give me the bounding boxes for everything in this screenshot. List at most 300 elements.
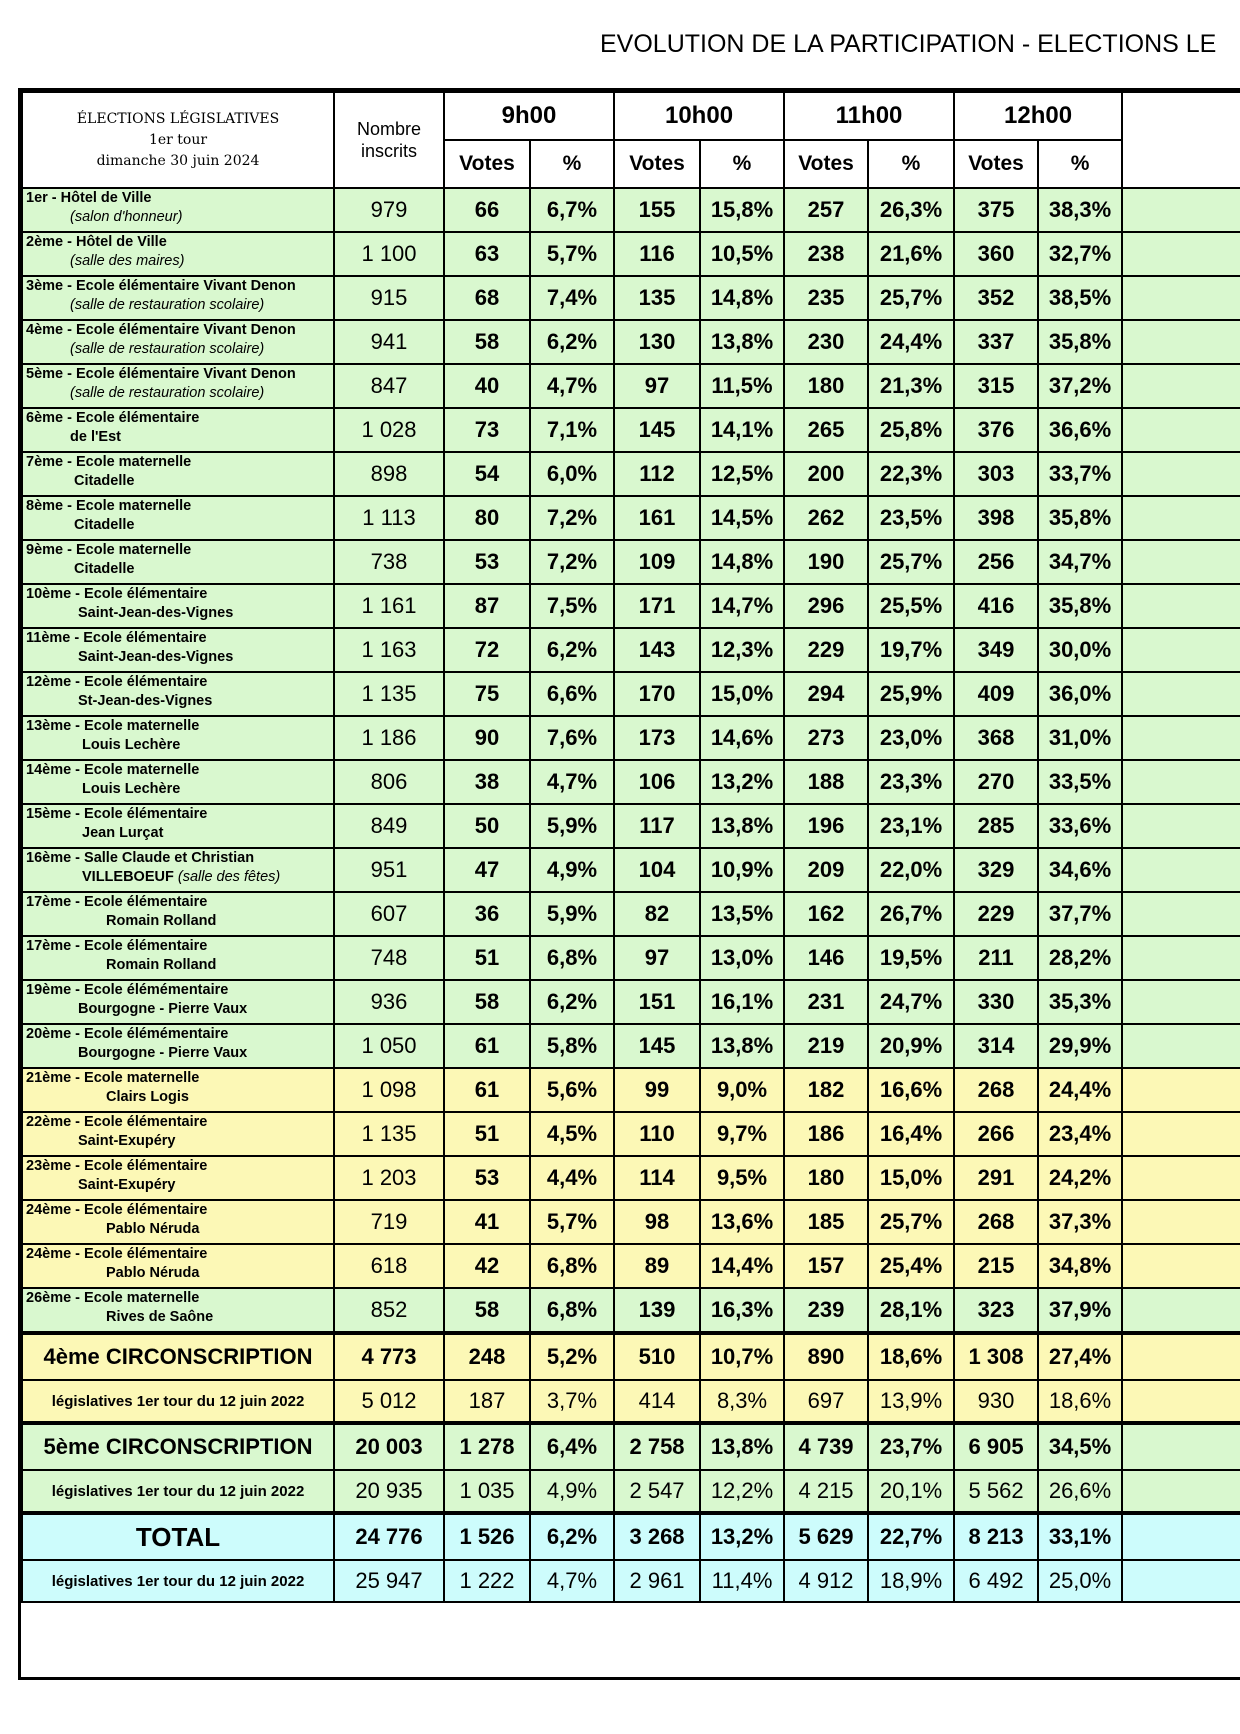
registered-count: 1 135 bbox=[334, 672, 444, 716]
percent-cell: 9,5% bbox=[700, 1156, 784, 1200]
percent-cell: 5,9% bbox=[530, 804, 614, 848]
percent-cell: 6,2% bbox=[530, 628, 614, 672]
percent-cell: 7,2% bbox=[530, 540, 614, 584]
votes-cell: 155 bbox=[614, 188, 700, 232]
polling-station-name bbox=[22, 672, 334, 716]
percent-cell: 7,2% bbox=[530, 496, 614, 540]
polling-station-name bbox=[22, 540, 334, 584]
cut-off-cell bbox=[1122, 1156, 1240, 1200]
summary-row bbox=[22, 1560, 1240, 1602]
percent-cell: 12,3% bbox=[700, 628, 784, 672]
votes-cell: 157 bbox=[784, 1244, 868, 1288]
table-row bbox=[22, 364, 1240, 408]
percent-cell: 33,7% bbox=[1038, 452, 1122, 496]
table-row bbox=[22, 892, 1240, 936]
percent-cell: 13,8% bbox=[700, 804, 784, 848]
summary-row bbox=[22, 1423, 1240, 1470]
votes-cell: 238 bbox=[784, 232, 868, 276]
votes-cell: 4 215 bbox=[784, 1470, 868, 1513]
votes-cell: 268 bbox=[954, 1200, 1038, 1244]
percent-cell: 35,8% bbox=[1038, 584, 1122, 628]
percent-cell: 14,7% bbox=[700, 584, 784, 628]
time-header-11h: 11h00 bbox=[784, 92, 954, 140]
registered-count: 1 203 bbox=[334, 1156, 444, 1200]
votes-cell: 51 bbox=[444, 936, 530, 980]
polling-station-label: 6ème - Ecole élémentaire bbox=[26, 410, 200, 426]
votes-cell: 235 bbox=[784, 276, 868, 320]
participation-table-container bbox=[18, 88, 1240, 1680]
polling-station-location: St-Jean-des-Vignes bbox=[78, 693, 213, 709]
cut-off-cell bbox=[1122, 1244, 1240, 1288]
polling-station-name bbox=[22, 364, 334, 408]
summary-row bbox=[22, 1333, 1240, 1380]
percent-cell: 13,6% bbox=[700, 1200, 784, 1244]
votes-cell: 186 bbox=[784, 1112, 868, 1156]
summary-row bbox=[22, 1513, 1240, 1560]
polling-station-name bbox=[22, 1068, 334, 1112]
votes-cell: 349 bbox=[954, 628, 1038, 672]
polling-station-label: 22ème - Ecole élémentaire bbox=[26, 1114, 208, 1130]
votes-cell: 303 bbox=[954, 452, 1038, 496]
registered-count: 849 bbox=[334, 804, 444, 848]
votes-cell: 51 bbox=[444, 1112, 530, 1156]
percent-cell: 6,7% bbox=[530, 188, 614, 232]
votes-cell: 180 bbox=[784, 364, 868, 408]
votes-cell: 215 bbox=[954, 1244, 1038, 1288]
percent-cell: 7,6% bbox=[530, 716, 614, 760]
percent-cell: 35,8% bbox=[1038, 320, 1122, 364]
registered-count: 936 bbox=[334, 980, 444, 1024]
votes-cell: 273 bbox=[784, 716, 868, 760]
table-row bbox=[22, 1068, 1240, 1112]
percent-cell: 22,7% bbox=[868, 1513, 954, 1560]
cut-off-column bbox=[1122, 92, 1240, 188]
table-row bbox=[22, 980, 1240, 1024]
registered-count: 1 100 bbox=[334, 232, 444, 276]
percent-cell: 14,1% bbox=[700, 408, 784, 452]
table-row bbox=[22, 452, 1240, 496]
summary-label: 5ème CIRCONSCRIPTION bbox=[22, 1423, 334, 1470]
votes-cell: 409 bbox=[954, 672, 1038, 716]
table-row bbox=[22, 584, 1240, 628]
registered-count: 979 bbox=[334, 188, 444, 232]
votes-cell: 58 bbox=[444, 980, 530, 1024]
votes-cell: 89 bbox=[614, 1244, 700, 1288]
votes-cell: 4 912 bbox=[784, 1560, 868, 1602]
cut-off-cell bbox=[1122, 1513, 1240, 1560]
registered-count: 738 bbox=[334, 540, 444, 584]
table-row bbox=[22, 188, 1240, 232]
percent-cell: 9,0% bbox=[700, 1068, 784, 1112]
percent-cell: 4,7% bbox=[530, 364, 614, 408]
votes-cell: 50 bbox=[444, 804, 530, 848]
votes-header: Votes bbox=[784, 140, 868, 188]
polling-station-label: 24ème - Ecole élémentaire bbox=[26, 1202, 208, 1218]
registered-count: 748 bbox=[334, 936, 444, 980]
registered-count: 618 bbox=[334, 1244, 444, 1288]
votes-cell: 36 bbox=[444, 892, 530, 936]
registered-count: 847 bbox=[334, 364, 444, 408]
votes-cell: 61 bbox=[444, 1068, 530, 1112]
polling-station-name bbox=[22, 980, 334, 1024]
votes-cell: 337 bbox=[954, 320, 1038, 364]
votes-cell: 87 bbox=[444, 584, 530, 628]
votes-cell: 116 bbox=[614, 232, 700, 276]
cut-off-cell bbox=[1122, 584, 1240, 628]
votes-cell: 180 bbox=[784, 1156, 868, 1200]
registered-count: 20 003 bbox=[334, 1423, 444, 1470]
table-row bbox=[22, 496, 1240, 540]
votes-cell: 38 bbox=[444, 760, 530, 804]
pct-header: % bbox=[700, 140, 784, 188]
votes-cell: 314 bbox=[954, 1024, 1038, 1068]
table-row bbox=[22, 276, 1240, 320]
votes-cell: 187 bbox=[444, 1380, 530, 1423]
votes-cell: 66 bbox=[444, 188, 530, 232]
percent-cell: 28,1% bbox=[868, 1288, 954, 1333]
percent-cell: 7,4% bbox=[530, 276, 614, 320]
polling-station-name bbox=[22, 1244, 334, 1288]
polling-station-label: 15ème - Ecole élémentaire bbox=[26, 806, 208, 822]
registered-count: 852 bbox=[334, 1288, 444, 1333]
votes-cell: 143 bbox=[614, 628, 700, 672]
percent-cell: 36,0% bbox=[1038, 672, 1122, 716]
cut-off-cell bbox=[1122, 672, 1240, 716]
summary-label: 4ème CIRCONSCRIPTION bbox=[22, 1333, 334, 1380]
polling-station-location: Clairs Logis bbox=[106, 1089, 189, 1105]
votes-cell: 296 bbox=[784, 584, 868, 628]
votes-cell: 291 bbox=[954, 1156, 1038, 1200]
percent-cell: 23,5% bbox=[868, 496, 954, 540]
percent-cell: 5,7% bbox=[530, 232, 614, 276]
votes-cell: 110 bbox=[614, 1112, 700, 1156]
votes-cell: 82 bbox=[614, 892, 700, 936]
percent-cell: 6,0% bbox=[530, 452, 614, 496]
votes-header: Votes bbox=[444, 140, 530, 188]
percent-cell: 18,9% bbox=[868, 1560, 954, 1602]
votes-cell: 58 bbox=[444, 1288, 530, 1333]
percent-cell: 23,3% bbox=[868, 760, 954, 804]
polling-station-location: Saint-Exupéry bbox=[78, 1177, 176, 1193]
election-round: 1er tour bbox=[148, 131, 208, 148]
votes-cell: 209 bbox=[784, 848, 868, 892]
polling-station-label: 4ème - Ecole élémentaire Vivant Denon bbox=[26, 322, 296, 338]
votes-header: Votes bbox=[614, 140, 700, 188]
inscrits-header bbox=[334, 92, 444, 188]
polling-station-location: Bourgogne - Pierre Vaux bbox=[78, 1045, 248, 1061]
polling-station-name bbox=[22, 452, 334, 496]
percent-cell: 13,8% bbox=[700, 1024, 784, 1068]
percent-cell: 37,9% bbox=[1038, 1288, 1122, 1333]
percent-cell: 7,5% bbox=[530, 584, 614, 628]
polling-station-label: 2ème - Hôtel de Ville bbox=[26, 234, 167, 250]
percent-cell: 22,0% bbox=[868, 848, 954, 892]
percent-cell: 14,8% bbox=[700, 276, 784, 320]
percent-cell: 34,6% bbox=[1038, 848, 1122, 892]
votes-cell: 375 bbox=[954, 188, 1038, 232]
votes-cell: 285 bbox=[954, 804, 1038, 848]
votes-cell: 196 bbox=[784, 804, 868, 848]
votes-cell: 54 bbox=[444, 452, 530, 496]
table-row bbox=[22, 672, 1240, 716]
percent-cell: 14,4% bbox=[700, 1244, 784, 1288]
polling-station-label: 24ème - Ecole élémentaire bbox=[26, 1246, 208, 1262]
polling-station-name bbox=[22, 936, 334, 980]
percent-cell: 14,8% bbox=[700, 540, 784, 584]
polling-station-location: Romain Rolland bbox=[106, 913, 217, 929]
votes-cell: 47 bbox=[444, 848, 530, 892]
votes-cell: 2 758 bbox=[614, 1423, 700, 1470]
percent-cell: 21,6% bbox=[868, 232, 954, 276]
polling-station-location: Saint-Exupéry bbox=[78, 1133, 176, 1149]
votes-cell: 2 547 bbox=[614, 1470, 700, 1513]
percent-cell: 34,5% bbox=[1038, 1423, 1122, 1470]
percent-cell: 27,4% bbox=[1038, 1333, 1122, 1380]
polling-station-label: 8ème - Ecole maternelle bbox=[26, 498, 192, 514]
cut-off-cell bbox=[1122, 452, 1240, 496]
pct-header: % bbox=[530, 140, 614, 188]
registered-count: 1 186 bbox=[334, 716, 444, 760]
votes-cell: 294 bbox=[784, 672, 868, 716]
polling-station-label: 21ème - Ecole maternelle bbox=[26, 1070, 200, 1086]
percent-cell: 4,9% bbox=[530, 848, 614, 892]
percent-cell: 23,4% bbox=[1038, 1112, 1122, 1156]
polling-station-label: 11ème - Ecole élémentaire bbox=[26, 630, 207, 646]
percent-cell: 10,7% bbox=[700, 1333, 784, 1380]
percent-cell: 10,9% bbox=[700, 848, 784, 892]
votes-cell: 200 bbox=[784, 452, 868, 496]
percent-cell: 4,7% bbox=[530, 760, 614, 804]
votes-cell: 329 bbox=[954, 848, 1038, 892]
percent-cell: 5,6% bbox=[530, 1068, 614, 1112]
votes-cell: 219 bbox=[784, 1024, 868, 1068]
cut-off-cell bbox=[1122, 1288, 1240, 1333]
percent-cell: 26,7% bbox=[868, 892, 954, 936]
percent-cell: 33,5% bbox=[1038, 760, 1122, 804]
table-row bbox=[22, 1024, 1240, 1068]
percent-cell: 6,2% bbox=[530, 980, 614, 1024]
percent-cell: 25,0% bbox=[1038, 1560, 1122, 1602]
percent-cell: 11,4% bbox=[700, 1560, 784, 1602]
votes-cell: 265 bbox=[784, 408, 868, 452]
votes-cell: 229 bbox=[954, 892, 1038, 936]
votes-cell: 99 bbox=[614, 1068, 700, 1112]
polling-station-name bbox=[22, 1024, 334, 1068]
percent-cell: 4,4% bbox=[530, 1156, 614, 1200]
percent-cell: 34,7% bbox=[1038, 540, 1122, 584]
votes-cell: 109 bbox=[614, 540, 700, 584]
percent-cell: 6,8% bbox=[530, 936, 614, 980]
registered-count: 941 bbox=[334, 320, 444, 364]
percent-cell: 25,5% bbox=[868, 584, 954, 628]
votes-cell: 130 bbox=[614, 320, 700, 364]
table-row bbox=[22, 1112, 1240, 1156]
percent-cell: 28,2% bbox=[1038, 936, 1122, 980]
votes-cell: 266 bbox=[954, 1112, 1038, 1156]
percent-cell: 10,5% bbox=[700, 232, 784, 276]
table-row bbox=[22, 760, 1240, 804]
cut-off-cell bbox=[1122, 892, 1240, 936]
votes-cell: 5 629 bbox=[784, 1513, 868, 1560]
percent-cell: 34,8% bbox=[1038, 1244, 1122, 1288]
time-header-12h: 12h00 bbox=[954, 92, 1122, 140]
votes-cell: 80 bbox=[444, 496, 530, 540]
polling-station-name bbox=[22, 232, 334, 276]
percent-cell: 21,3% bbox=[868, 364, 954, 408]
percent-cell: 20,1% bbox=[868, 1470, 954, 1513]
percent-cell: 4,7% bbox=[530, 1560, 614, 1602]
polling-station-label: 9ème - Ecole maternelle bbox=[26, 542, 192, 558]
votes-cell: 1 035 bbox=[444, 1470, 530, 1513]
registered-count: 1 098 bbox=[334, 1068, 444, 1112]
cut-off-cell bbox=[1122, 628, 1240, 672]
percent-cell: 6,6% bbox=[530, 672, 614, 716]
polling-station-location: Saint-Jean-des-Vignes bbox=[78, 649, 234, 665]
polling-station-label: 23ème - Ecole élémentaire bbox=[26, 1158, 208, 1174]
percent-cell: 19,7% bbox=[868, 628, 954, 672]
percent-cell: 25,9% bbox=[868, 672, 954, 716]
registered-count: 5 012 bbox=[334, 1380, 444, 1423]
registered-count: 719 bbox=[334, 1200, 444, 1244]
percent-cell: 13,2% bbox=[700, 760, 784, 804]
polling-station-label: 5ème - Ecole élémentaire Vivant Denon bbox=[26, 366, 296, 382]
votes-header: Votes bbox=[954, 140, 1038, 188]
polling-station-name bbox=[22, 1156, 334, 1200]
percent-cell: 16,3% bbox=[700, 1288, 784, 1333]
votes-cell: 53 bbox=[444, 1156, 530, 1200]
time-header-9h: 9h00 bbox=[444, 92, 614, 140]
polling-station-location: Citadelle bbox=[74, 517, 135, 533]
votes-cell: 6 492 bbox=[954, 1560, 1038, 1602]
percent-cell: 13,0% bbox=[700, 936, 784, 980]
percent-cell: 30,0% bbox=[1038, 628, 1122, 672]
votes-cell: 188 bbox=[784, 760, 868, 804]
votes-cell: 90 bbox=[444, 716, 530, 760]
registered-count: 1 161 bbox=[334, 584, 444, 628]
cut-off-cell bbox=[1122, 1380, 1240, 1423]
percent-cell: 24,4% bbox=[1038, 1068, 1122, 1112]
cut-off-cell bbox=[1122, 1068, 1240, 1112]
election-date: dimanche 30 juin 2024 bbox=[96, 152, 260, 169]
cut-off-cell bbox=[1122, 320, 1240, 364]
percent-cell: 4,9% bbox=[530, 1470, 614, 1513]
percent-cell: 37,7% bbox=[1038, 892, 1122, 936]
percent-cell: 24,7% bbox=[868, 980, 954, 1024]
percent-cell: 6,2% bbox=[530, 1513, 614, 1560]
percent-cell: 13,5% bbox=[700, 892, 784, 936]
votes-cell: 73 bbox=[444, 408, 530, 452]
participation-table bbox=[21, 91, 1240, 1603]
polling-station-name bbox=[22, 1200, 334, 1244]
percent-cell: 25,8% bbox=[868, 408, 954, 452]
votes-cell: 161 bbox=[614, 496, 700, 540]
cut-off-cell bbox=[1122, 1024, 1240, 1068]
votes-cell: 190 bbox=[784, 540, 868, 584]
votes-cell: 97 bbox=[614, 364, 700, 408]
percent-cell: 14,5% bbox=[700, 496, 784, 540]
votes-cell: 416 bbox=[954, 584, 1038, 628]
table-row bbox=[22, 1200, 1240, 1244]
percent-cell: 11,5% bbox=[700, 364, 784, 408]
votes-cell: 376 bbox=[954, 408, 1038, 452]
polling-station-label: 26ème - Ecole maternelle bbox=[26, 1290, 200, 1306]
polling-station-location: Pablo Néruda bbox=[106, 1221, 200, 1237]
votes-cell: 98 bbox=[614, 1200, 700, 1244]
polling-station-location: de l'Est bbox=[70, 429, 121, 445]
votes-cell: 106 bbox=[614, 760, 700, 804]
votes-cell: 162 bbox=[784, 892, 868, 936]
pct-header: % bbox=[1038, 140, 1122, 188]
cut-off-cell bbox=[1122, 540, 1240, 584]
inscrits-header-line2: inscrits bbox=[360, 141, 417, 161]
polling-station-location: Citadelle bbox=[74, 561, 135, 577]
polling-station-location: Jean Lurçat bbox=[82, 825, 164, 841]
table-row bbox=[22, 804, 1240, 848]
votes-cell: 1 526 bbox=[444, 1513, 530, 1560]
cut-off-cell bbox=[1122, 232, 1240, 276]
polling-station-location: Saint-Jean-des-Vignes bbox=[78, 605, 234, 621]
polling-station-name bbox=[22, 628, 334, 672]
percent-cell: 16,4% bbox=[868, 1112, 954, 1156]
time-header-10h: 10h00 bbox=[614, 92, 784, 140]
polling-station-location: Rives de Saône bbox=[106, 1309, 214, 1325]
polling-station-label: 17ème - Ecole élémentaire bbox=[26, 894, 208, 910]
votes-cell: 8 213 bbox=[954, 1513, 1038, 1560]
cut-off-cell bbox=[1122, 716, 1240, 760]
table-row bbox=[22, 936, 1240, 980]
table-row bbox=[22, 1156, 1240, 1200]
table-row bbox=[22, 540, 1240, 584]
percent-cell: 15,0% bbox=[700, 672, 784, 716]
percent-cell: 37,3% bbox=[1038, 1200, 1122, 1244]
votes-cell: 3 268 bbox=[614, 1513, 700, 1560]
cut-off-cell bbox=[1122, 276, 1240, 320]
percent-cell: 8,3% bbox=[700, 1380, 784, 1423]
table-row bbox=[22, 628, 1240, 672]
cut-off-cell bbox=[1122, 408, 1240, 452]
percent-cell: 32,7% bbox=[1038, 232, 1122, 276]
votes-cell: 414 bbox=[614, 1380, 700, 1423]
polling-station-name bbox=[22, 496, 334, 540]
polling-station-label: 1er - Hôtel de Ville bbox=[26, 190, 152, 206]
registered-count: 4 773 bbox=[334, 1333, 444, 1380]
polling-station-label: 3ème - Ecole élémentaire Vivant Denon bbox=[26, 278, 296, 294]
votes-cell: 40 bbox=[444, 364, 530, 408]
cut-off-cell bbox=[1122, 1200, 1240, 1244]
votes-cell: 239 bbox=[784, 1288, 868, 1333]
polling-station-location: Louis Lechère bbox=[82, 781, 181, 797]
registered-count: 898 bbox=[334, 452, 444, 496]
registered-count: 1 050 bbox=[334, 1024, 444, 1068]
polling-station-name bbox=[22, 276, 334, 320]
votes-cell: 890 bbox=[784, 1333, 868, 1380]
registered-count: 1 113 bbox=[334, 496, 444, 540]
polling-station-name bbox=[22, 804, 334, 848]
percent-cell: 6,8% bbox=[530, 1288, 614, 1333]
percent-cell: 13,8% bbox=[700, 1423, 784, 1470]
votes-cell: 2 961 bbox=[614, 1560, 700, 1602]
percent-cell: 38,3% bbox=[1038, 188, 1122, 232]
votes-cell: 41 bbox=[444, 1200, 530, 1244]
page-title: EVOLUTION DE LA PARTICIPATION - ELECTIONS LE bbox=[600, 30, 1217, 58]
polling-station-label: 12ème - Ecole élémentaire bbox=[26, 674, 208, 690]
percent-cell: 5,7% bbox=[530, 1200, 614, 1244]
votes-cell: 63 bbox=[444, 232, 530, 276]
polling-station-name bbox=[22, 408, 334, 452]
summary-label: TOTAL bbox=[22, 1513, 334, 1560]
polling-station-name bbox=[22, 584, 334, 628]
percent-cell: 13,9% bbox=[868, 1380, 954, 1423]
